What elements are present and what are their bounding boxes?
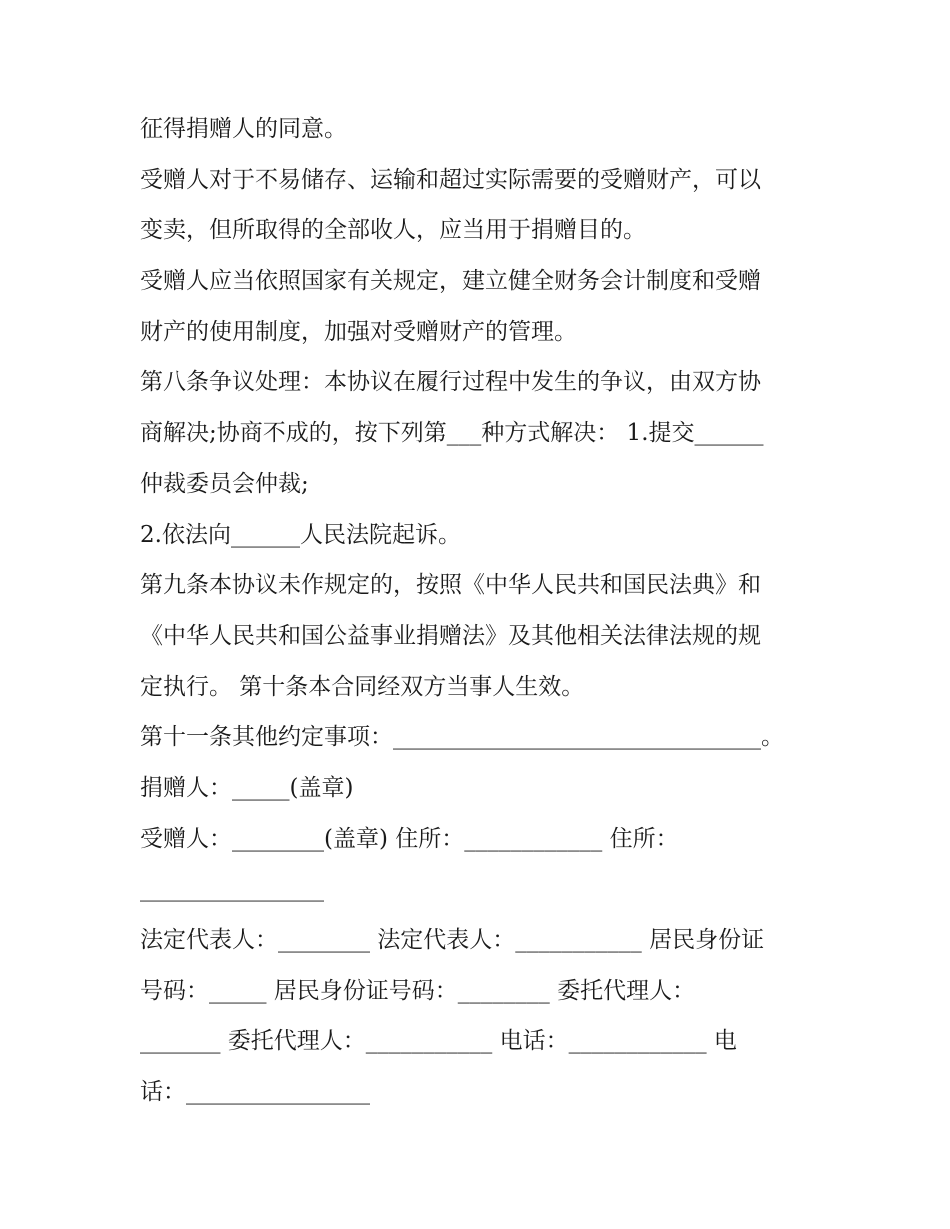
text-line: 受赠人：________(盖章) 住所：____________ 住所： (140, 825, 679, 852)
text-line: 号码：_____ 居民身份证号码：________ 委托代理人： (140, 977, 696, 1004)
text-line: 第八条争议处理：本协议在履行过程中发生的争议，由双方协 (140, 369, 761, 396)
text-line: _______ 委托代理人：___________ 电话：____________ 电 (140, 1028, 737, 1055)
text-line: 征得捐赠人的同意。 (140, 116, 347, 142)
text-line: 变卖，但所取得的全部收人，应当用于捐赠目的。 (140, 217, 646, 244)
text-line: ________________ (140, 876, 324, 903)
text-line: 受赠人应当依照国家有关规定，建立健全财务会计制度和受赠 (140, 268, 761, 295)
text-line: 法定代表人：________ 法定代表人：___________ 居民身份证 (140, 927, 765, 953)
text-line: 第十一条其他约定事项：________________________________。 (140, 724, 784, 751)
text-line: 第九条本协议未作规定的，按照《中华人民共和国民法典》和 (140, 572, 761, 599)
text-line: 商解决;协商不成的，按下列第___种方式解决： 1.提交______ (140, 420, 764, 447)
text-line: 《中华人民共和国公益事业捐赠法》及其他相关法律法规的规 (140, 622, 761, 649)
text-line: 2.依法向______人民法院起诉。 (140, 521, 461, 548)
text-line: 定执行。 第十条本合同经双方当事人生效。 (140, 673, 585, 700)
text-line: 捐赠人：_____(盖章) (140, 774, 354, 801)
text-line: 财产的使用制度，加强对受赠财产的管理。 (140, 318, 577, 345)
document-body (140, 104, 812, 1118)
text-line: 受赠人对于不易储存、运输和超过实际需要的受赠财产，可以 (140, 166, 761, 193)
text-line: 仲裁委员会仲裁; (140, 470, 309, 497)
text-line: 话：________________ (140, 1079, 370, 1106)
